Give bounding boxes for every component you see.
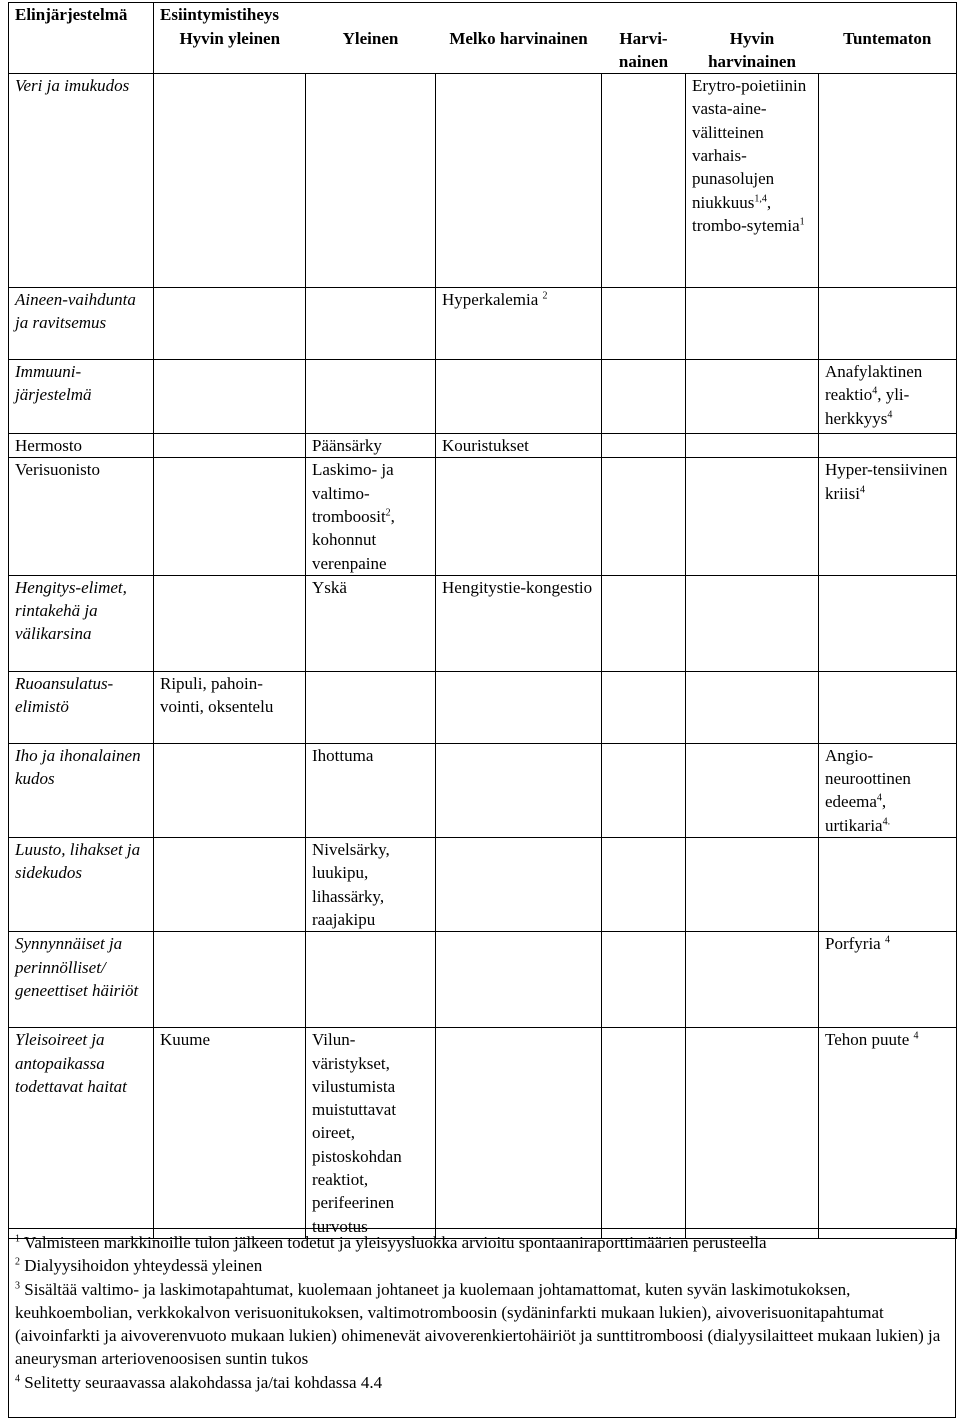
unknown-cell: Porfyria $^4$ (819, 932, 957, 1028)
organ-cell: Veri ja imukudos (9, 74, 154, 288)
organ-cell: Aineen-vaihdunta ja ravitsemus (9, 288, 154, 360)
very-common-cell: Kuume (154, 1028, 306, 1239)
table-row (9, 743, 957, 837)
footnote: $^1$ Valmisteen markkinoille tulon jälkeen todetut ja yleisyysluokka arvioitu spontaaniraporttimäärien perusteella (15, 1233, 767, 1252)
table-row (9, 838, 957, 932)
freq-col-very-common: Hyvin yleinen (154, 27, 306, 74)
organ-cell: Yleisoireet ja antopaikassa todettavat haitat (9, 1028, 154, 1239)
common-cell: Ihottuma (306, 743, 436, 837)
footnote: $^3$ Sisältää valtimo- ja laskimotapahtumat, kuolemaan johtaneet ja kuolemaan johtamattomat, kuten syvän laskimotukoksen, keuhkoembolian, verkkokalvon verisuonitukoksen, valtimotromboosin (sydäninfarkti mukaan lukien), aivoverisuonitapahtumat (aivoinfarkti ja aivoverenvuoto mukaan lukien) ohimenevät aivoverenkiertohäiriöt ja sunttitromboosi (dialyysilaitteet mukaan lukien) ja aneurysman arteriovenoosisen suntin tukos (15, 1279, 941, 1369)
organ-cell: Luusto, lihakset ja sidekudos (9, 838, 154, 932)
organ-cell: Synnynnäiset ja perinnölliset/ geneettiset häiriöt (9, 932, 154, 1028)
freq-col-common: Yleinen (342, 28, 399, 48)
freq-col-very-rare: Hyvin harvinainen (708, 28, 796, 71)
organ-cell: Ruoansulatus-elimistö (9, 671, 154, 743)
uncommon-cell: Hengitystie-kongestio (436, 575, 602, 671)
freq-col-uncommon: Melko harvinainen (449, 28, 588, 48)
organ-cell: Hermosto (9, 434, 154, 458)
frequency-header: Esiintymistiheys (154, 3, 957, 27)
common-cell: Päänsärky (306, 434, 436, 458)
adverse-reactions-table (8, 2, 957, 1239)
table-row (9, 288, 957, 360)
table-row (9, 575, 957, 671)
unknown-cell: Tehon puute $^4$ (819, 1028, 957, 1239)
common-cell: Yskä (306, 575, 436, 671)
freq-col-unknown: Tuntematon (819, 27, 957, 74)
uncommon-cell: Kouristukset (436, 434, 602, 458)
table-row (9, 458, 957, 575)
unknown-cell: Angio-neuroottinen edeema$^4$, urtikaria$^{4.}$ (819, 743, 957, 837)
common-cell: Laskimo- ja valtimo-tromboosit$^2$, kohonnut verenpaine (306, 458, 436, 575)
table-row (9, 932, 957, 1028)
table-row (9, 671, 957, 743)
uncommon-cell: Hyperkalemia $^2$ (436, 288, 602, 360)
common-cell: Nivelsärky, luukipu, lihassärky, raajakipu (306, 838, 436, 932)
table-row (9, 74, 957, 288)
freq-col-rare: Harvi-nainen (618, 28, 669, 71)
footnote: $^4$ Selitetty seuraavassa alakohdassa ja/tai kohdassa 4.4 (15, 1372, 383, 1392)
very-common-cell: Ripuli, pahoin-vointi, oksentelu (154, 671, 306, 743)
unknown-cell: Anafylaktinen reaktio$^4$, yli-herkkyys$^4$ (819, 360, 957, 434)
very-rare-cell: Erytro-poietiinin vasta-aine-välitteinen varhais-punasolujen niukkuus$^{1,4}$, trombo-sytemia$^1$ (686, 74, 819, 288)
table-row (9, 434, 957, 458)
table-row (9, 360, 957, 434)
organ-cell: Iho ja ihonalainen kudos (9, 743, 154, 837)
organ-cell: Verisuonisto (9, 458, 154, 575)
header-row-1 (9, 3, 957, 27)
common-cell: Vilun-väristykset, vilustumista muistuttavat oireet, pistoskohdan reaktiot, perifeerinen turvotus (306, 1028, 436, 1239)
footnote: $^2$ Dialyysihoidon yhteydessä yleinen (15, 1256, 263, 1276)
table-row (9, 1028, 957, 1239)
organ-cell: Immuuni-järjestelmä (9, 360, 154, 434)
unknown-cell: Hyper-tensiivinen kriisi$^4$ (819, 458, 957, 575)
organ-class-header: Elinjärjestelmä (9, 3, 154, 74)
organ-cell: Hengitys-elimet, rintakehä ja välikarsina (9, 575, 154, 671)
footnotes (8, 1228, 956, 1418)
